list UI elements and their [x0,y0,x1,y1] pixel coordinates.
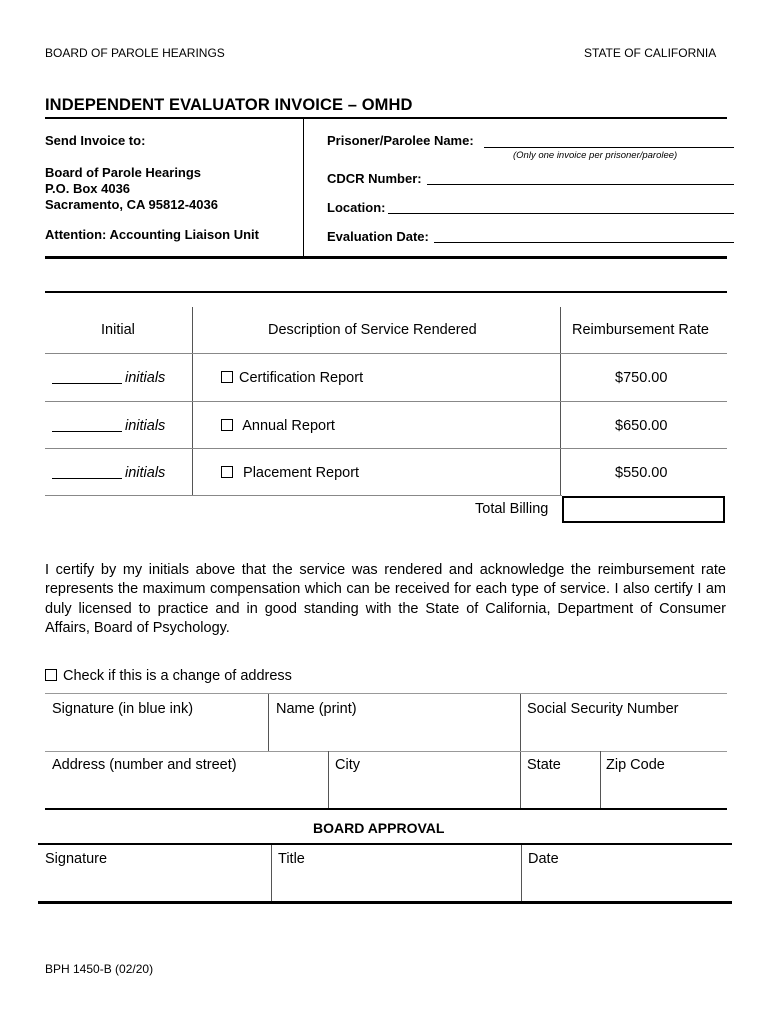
section-rule [45,751,727,752]
form-title: INDEPENDENT EVALUATOR INVOICE – OMHD [45,96,413,114]
service-option[interactable] [221,370,363,386]
agency-name: BOARD OF PAROLE HEARINGS [45,46,225,60]
attention-line: Attention: Accounting Liaison Unit [45,227,259,242]
evaluation-date-label: Evaluation Date: [327,229,429,244]
service-name: Placement Report [243,465,360,481]
name-print-label: Name (print) [276,701,357,717]
table-row-rule [45,353,727,354]
service-option[interactable] [221,465,359,481]
initials-label: initials [125,418,166,434]
field-divider [268,694,269,751]
change-address-option[interactable] [45,668,292,684]
approval-date-label: Date [528,851,559,867]
service-option[interactable] [221,418,335,434]
location-label: Location: [327,200,386,215]
header-divider [303,119,304,258]
section-rule [38,843,732,845]
title-rule [45,117,727,119]
service-rate: $550.00 [615,465,668,481]
table-row [52,370,165,386]
checkbox-icon[interactable] [221,466,233,478]
col-header-initial: Initial [101,322,135,338]
table-top-rule [45,291,727,293]
field-divider [328,751,329,808]
address-line-3: Sacramento, CA 95812-4036 [45,197,218,212]
cdcr-number-label: CDCR Number: [327,171,422,186]
signature-label: Signature (in blue ink) [52,701,194,717]
location-field[interactable] [388,199,734,214]
cdcr-number-field[interactable] [427,170,734,185]
initials-label: initials [125,370,166,386]
prisoner-name-field[interactable] [484,133,734,148]
zip-label: Zip Code [606,757,665,773]
field-divider [271,845,272,902]
address-line-1: Board of Parole Hearings [45,165,202,180]
total-billing-field[interactable] [562,496,725,523]
service-name: Annual Report [242,418,335,434]
table-row-rule [45,401,727,402]
approval-signature-label: Signature [45,851,108,867]
address-line-2: P.O. Box 4036 [45,181,131,196]
header-bottom-rule [45,256,727,259]
field-divider [521,845,522,902]
checkbox-icon[interactable] [45,669,57,681]
initials-blank[interactable] [52,478,122,479]
table-row [52,418,165,434]
service-rate: $750.00 [615,370,668,386]
prisoner-name-label: Prisoner/Parolee Name: [327,133,474,148]
col-header-rate: Reimbursement Rate [572,322,709,338]
state-name: STATE OF CALIFORNIA [584,46,717,60]
ssn-label: Social Security Number [527,701,679,717]
initials-label: initials [125,465,166,481]
initials-blank[interactable] [52,383,122,384]
evaluation-date-field[interactable] [434,228,734,243]
send-invoice-label: Send Invoice to: [45,133,146,148]
form-number: BPH 1450-B (02/20) [45,962,154,976]
certification-text: I certify by my initials above that the service was rendered and acknowledge the reimbursement rate represents the maximum compensation which can be received for each type of service. I also certify I am duly licensed to practice and in good standing with the State of California, Department of Consumer Affairs, Board of Psychology. [45,562,726,636]
section-rule [38,901,732,904]
checkbox-icon[interactable] [221,419,233,431]
address-label: Address (number and street) [52,757,237,773]
table-row-rule [45,495,562,496]
col-header-description: Description of Service Rendered [268,322,477,338]
total-billing-label: Total Billing [475,501,549,517]
city-label: City [335,757,360,773]
board-approval-heading: BOARD APPROVAL [313,820,445,836]
section-rule [45,808,727,810]
change-address-label: Check if this is a change of address [63,668,292,684]
service-name: Certification Report [239,370,364,386]
service-rate: $650.00 [615,418,668,434]
field-divider [600,751,601,808]
approval-title-label: Title [278,851,305,867]
prisoner-name-note: (Only one invoice per prisoner/parolee) [513,150,678,161]
section-rule [45,693,727,694]
checkbox-icon[interactable] [221,371,233,383]
table-row-rule [45,448,727,449]
table-row [52,465,165,481]
initials-blank[interactable] [52,431,122,432]
state-label: State [527,757,561,773]
